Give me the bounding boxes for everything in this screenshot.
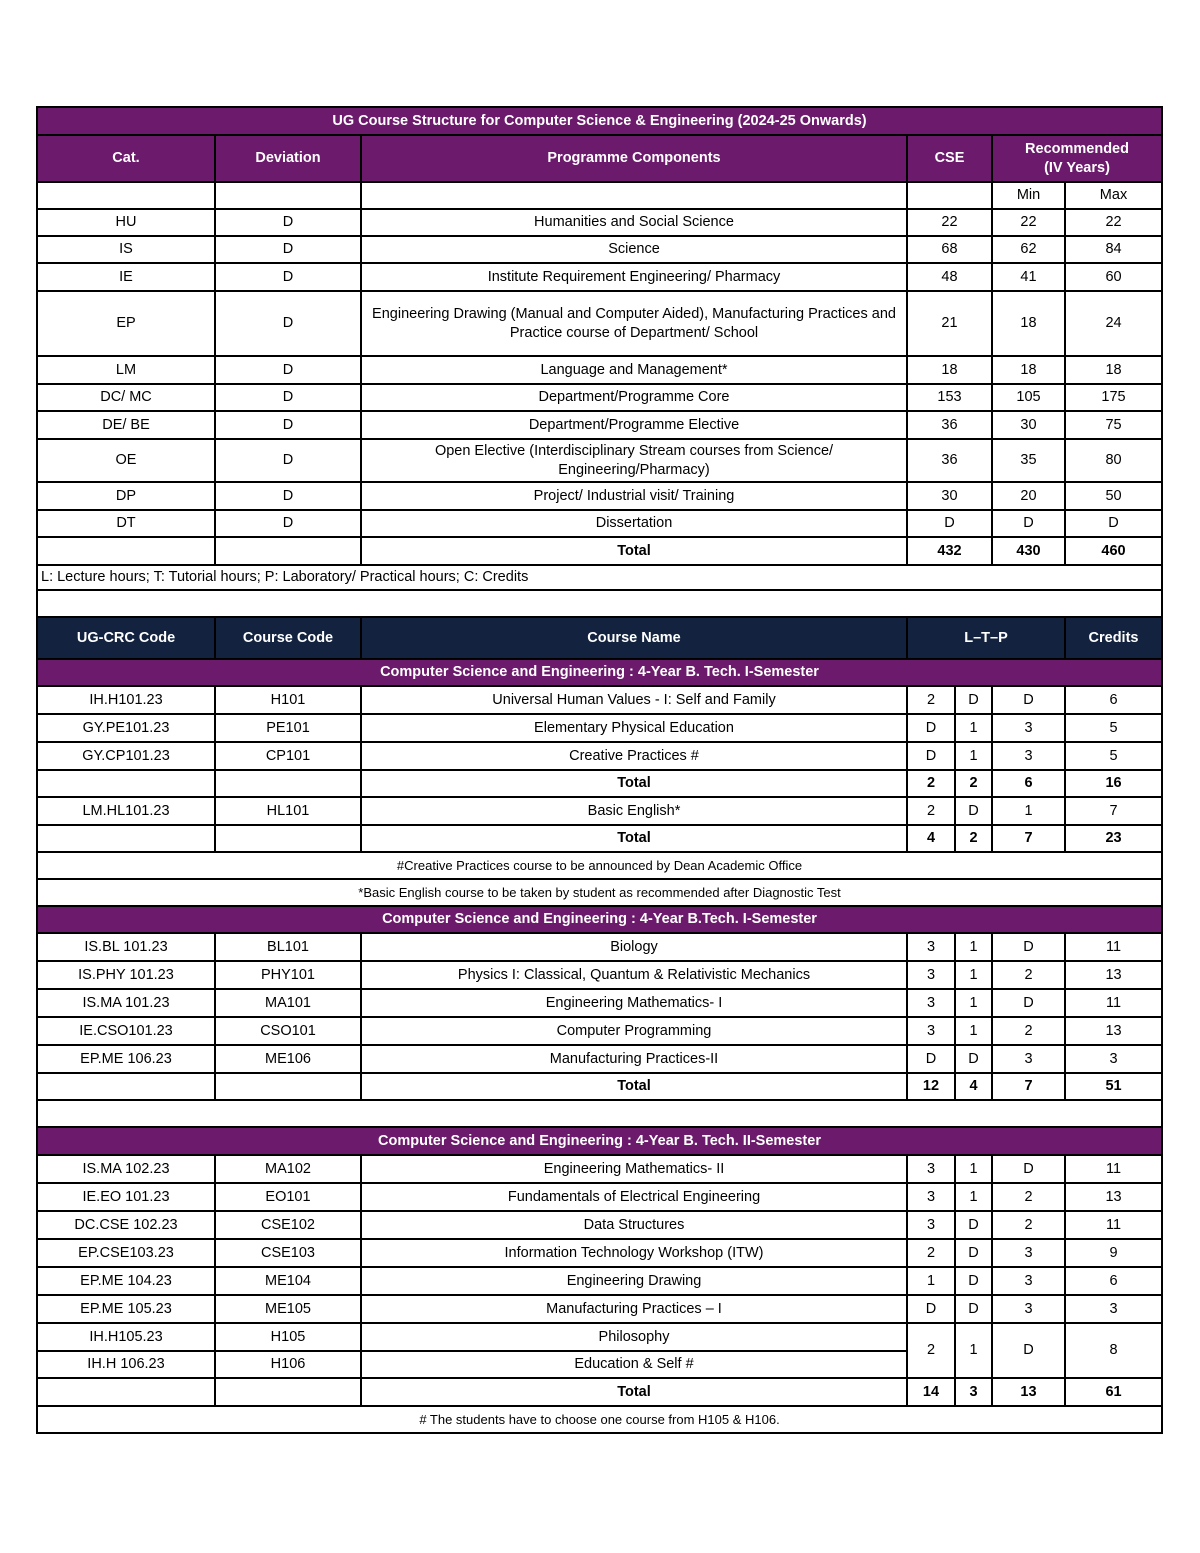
l-cell: D [907, 742, 955, 770]
p-cell: 3 [992, 742, 1065, 770]
max-cell: 24 [1065, 291, 1162, 356]
min-cell: 18 [992, 291, 1065, 356]
p-cell: 2 [992, 1017, 1065, 1045]
blank-cell [37, 1100, 1162, 1127]
note-row [37, 879, 1162, 906]
credits-cell: 7 [1065, 797, 1162, 825]
p-cell: 3 [992, 1295, 1065, 1323]
table-row [37, 1323, 1162, 1351]
t-cell: D [955, 1211, 992, 1239]
crc-code-cell: IS.PHY 101.23 [37, 961, 215, 989]
course-code-cell: CSE103 [215, 1239, 361, 1267]
course-code-cell: BL101 [215, 933, 361, 961]
t-cell: D [955, 797, 992, 825]
t-cell: 1 [955, 1155, 992, 1183]
table-row [37, 714, 1162, 742]
course-structure-document [36, 106, 1161, 1434]
table-row [37, 1267, 1162, 1295]
crc-code-cell: IS.MA 102.23 [37, 1155, 215, 1183]
category-cell: LM [37, 356, 215, 384]
total-credits: 16 [1065, 770, 1162, 797]
blank-cell [37, 537, 215, 565]
crc-code-cell: IE.CSO101.23 [37, 1017, 215, 1045]
crc-code-cell: IS.MA 101.23 [37, 989, 215, 1017]
category-cell: DP [37, 482, 215, 510]
note-text: #Creative Practices course to be announced by Dean Academic Office [37, 852, 1162, 879]
t-cell: 1 [955, 714, 992, 742]
deviation-cell: D [215, 209, 361, 236]
semester-title: Computer Science and Engineering : 4-Year B. Tech. II-Semester [37, 1127, 1162, 1155]
max-cell: 175 [1065, 384, 1162, 411]
course-name-cell: Physics I: Classical, Quantum & Relativistic Mechanics [361, 961, 907, 989]
l-cell: 3 [907, 1017, 955, 1045]
crc-code-cell: EP.CSE103.23 [37, 1239, 215, 1267]
t-cell: D [955, 1267, 992, 1295]
table-row [37, 411, 1162, 439]
semester-title: Computer Science and Engineering : 4-Year B.Tech. I-Semester [37, 906, 1162, 933]
t-cell: D [955, 1295, 992, 1323]
l-cell: 1 [907, 1267, 955, 1295]
t-cell: 1 [955, 1183, 992, 1211]
credits-cell: 9 [1065, 1239, 1162, 1267]
cse-cell: 36 [907, 439, 992, 482]
spacer-row [37, 590, 1162, 617]
t-cell: D [955, 1045, 992, 1073]
deviation-cell: D [215, 291, 361, 356]
l-cell: 3 [907, 989, 955, 1017]
table-row [37, 356, 1162, 384]
p-cell: 2 [992, 1183, 1065, 1211]
blank-cell [37, 182, 215, 209]
table-row [37, 1045, 1162, 1073]
component-cell: Engineering Drawing (Manual and Computer Aided), Manufacturing Practices and Practice course of Department/ School [361, 291, 907, 356]
l-cell: 3 [907, 961, 955, 989]
max-cell: 80 [1065, 439, 1162, 482]
category-cell: IS [37, 236, 215, 263]
total-p: 6 [992, 770, 1065, 797]
credits-cell: 11 [1065, 1211, 1162, 1239]
deviation-cell: D [215, 356, 361, 384]
table-row [37, 686, 1162, 714]
category-cell: OE [37, 439, 215, 482]
t-cell: D [955, 1239, 992, 1267]
total-label: Total [361, 770, 907, 797]
max-cell: 50 [1065, 482, 1162, 510]
total-label: Total [361, 1378, 907, 1406]
course-code-cell: ME105 [215, 1295, 361, 1323]
deviation-cell: D [215, 236, 361, 263]
max-cell: 75 [1065, 411, 1162, 439]
total-t: 2 [955, 825, 992, 852]
deviation-cell: D [215, 510, 361, 537]
p-cell: 1 [992, 797, 1065, 825]
t-cell: D [955, 686, 992, 714]
max-cell: 22 [1065, 209, 1162, 236]
course-name-cell: Elementary Physical Education [361, 714, 907, 742]
l-cell: 3 [907, 933, 955, 961]
min-cell: 30 [992, 411, 1065, 439]
min-cell: 22 [992, 209, 1065, 236]
header-deviation: Deviation [215, 135, 361, 182]
cse-cell: 153 [907, 384, 992, 411]
blank-cell [215, 770, 361, 797]
blank-cell [215, 825, 361, 852]
l-cell: 2 [907, 797, 955, 825]
total-label: Total [361, 825, 907, 852]
legend-row [37, 565, 1162, 590]
max-cell: 18 [1065, 356, 1162, 384]
crc-code-cell: EP.ME 105.23 [37, 1295, 215, 1323]
table-row [37, 1155, 1162, 1183]
credits-cell: 6 [1065, 1267, 1162, 1295]
course-code-cell: MA101 [215, 989, 361, 1017]
table-row [37, 263, 1162, 291]
table-row [37, 384, 1162, 411]
note-row [37, 1406, 1162, 1433]
total-l: 2 [907, 770, 955, 797]
deviation-cell: D [215, 384, 361, 411]
cse-cell: 36 [907, 411, 992, 439]
l-cell: 3 [907, 1211, 955, 1239]
l-cell: D [907, 1045, 955, 1073]
credits-cell: 13 [1065, 1183, 1162, 1211]
l-cell: D [907, 1295, 955, 1323]
blank-cell [215, 1378, 361, 1406]
total-cse: 432 [907, 537, 992, 565]
min-cell: 62 [992, 236, 1065, 263]
deviation-cell: D [215, 411, 361, 439]
total-row [37, 1378, 1162, 1406]
course-header-row [37, 617, 1162, 659]
header-recommended [992, 135, 1162, 182]
crc-code-cell: EP.ME 104.23 [37, 1267, 215, 1295]
course-code-cell: H106 [215, 1351, 361, 1378]
header-ltp: L–T–P [907, 617, 1065, 659]
p-cell: 3 [992, 1045, 1065, 1073]
table-row [37, 482, 1162, 510]
component-cell: Project/ Industrial visit/ Training [361, 482, 907, 510]
header-cat: Cat. [37, 135, 215, 182]
crc-code-cell: IH.H105.23 [37, 1323, 215, 1351]
header-cse: CSE [907, 135, 992, 182]
crc-code-cell: EP.ME 106.23 [37, 1045, 215, 1073]
l-cell: D [907, 714, 955, 742]
table-row [37, 797, 1162, 825]
cse-cell: D [907, 510, 992, 537]
course-code-cell: ME104 [215, 1267, 361, 1295]
total-label: Total [361, 537, 907, 565]
t-cell: 1 [955, 1017, 992, 1045]
credits-cell: 11 [1065, 933, 1162, 961]
l-cell: 2 [907, 1239, 955, 1267]
min-cell: 41 [992, 263, 1065, 291]
category-cell: DT [37, 510, 215, 537]
category-cell: DE/ BE [37, 411, 215, 439]
component-cell: Humanities and Social Science [361, 209, 907, 236]
total-row [37, 770, 1162, 797]
blank-cell [361, 182, 907, 209]
course-name-cell: Biology [361, 933, 907, 961]
credits-cell: 5 [1065, 742, 1162, 770]
table-row [37, 961, 1162, 989]
table-row [37, 510, 1162, 537]
table-row [37, 1239, 1162, 1267]
p-cell: 3 [992, 714, 1065, 742]
total-row [37, 1073, 1162, 1100]
component-cell: Department/Programme Core [361, 384, 907, 411]
max-cell: 84 [1065, 236, 1162, 263]
blank-cell [37, 1073, 215, 1100]
l-cell: 3 [907, 1155, 955, 1183]
table-row [37, 1211, 1162, 1239]
table-row [37, 1017, 1162, 1045]
table-row [37, 933, 1162, 961]
component-cell: Department/Programme Elective [361, 411, 907, 439]
l-cell: 3 [907, 1183, 955, 1211]
crc-code-cell: IS.BL 101.23 [37, 933, 215, 961]
credits-cell: 13 [1065, 961, 1162, 989]
blank-cell [907, 182, 992, 209]
course-code-cell: CSE102 [215, 1211, 361, 1239]
blank-cell [37, 825, 215, 852]
p-cell: D [992, 1323, 1065, 1378]
semester-title-row [37, 906, 1162, 933]
crc-code-cell: IH.H101.23 [37, 686, 215, 714]
course-code-cell: EO101 [215, 1183, 361, 1211]
p-cell: 3 [992, 1267, 1065, 1295]
min-cell: 35 [992, 439, 1065, 482]
p-cell: D [992, 1155, 1065, 1183]
course-name-cell: Engineering Drawing [361, 1267, 907, 1295]
total-p: 7 [992, 1073, 1065, 1100]
component-cell: Open Elective (Interdisciplinary Stream courses from Science/ Engineering/Pharmacy) [361, 439, 907, 482]
course-name-cell: Manufacturing Practices-II [361, 1045, 907, 1073]
deviation-cell: D [215, 439, 361, 482]
table-row [37, 742, 1162, 770]
semester-title-row [37, 659, 1162, 686]
header-components: Programme Components [361, 135, 907, 182]
course-code-cell: HL101 [215, 797, 361, 825]
credits-cell: 3 [1065, 1045, 1162, 1073]
legend-text: L: Lecture hours; T: Tutorial hours; P: Laboratory/ Practical hours; C: Credits [37, 565, 1162, 590]
blank-cell [37, 770, 215, 797]
credits-cell: 13 [1065, 1017, 1162, 1045]
table-row [37, 989, 1162, 1017]
table-row [37, 1295, 1162, 1323]
blank-cell [37, 590, 1162, 617]
semester-title-row [37, 1127, 1162, 1155]
total-credits: 23 [1065, 825, 1162, 852]
total-max: 460 [1065, 537, 1162, 565]
header-recommended-sub: (IV Years) [1044, 159, 1110, 176]
l-cell: 2 [907, 686, 955, 714]
total-row [37, 537, 1162, 565]
category-cell: HU [37, 209, 215, 236]
course-name-cell: Engineering Mathematics- II [361, 1155, 907, 1183]
total-credits: 61 [1065, 1378, 1162, 1406]
crc-code-cell: IH.H 106.23 [37, 1351, 215, 1378]
total-l: 14 [907, 1378, 955, 1406]
crc-code-cell: IE.EO 101.23 [37, 1183, 215, 1211]
note-row [37, 852, 1162, 879]
header-course-code: Course Code [215, 617, 361, 659]
course-name-cell: Manufacturing Practices – I [361, 1295, 907, 1323]
course-name-cell: Information Technology Workshop (ITW) [361, 1239, 907, 1267]
course-structure-table [36, 106, 1163, 1434]
min-cell: 18 [992, 356, 1065, 384]
table-row [37, 291, 1162, 356]
course-name-cell: Basic English* [361, 797, 907, 825]
blank-cell [215, 1073, 361, 1100]
course-name-cell: Engineering Mathematics- I [361, 989, 907, 1017]
t-cell: 1 [955, 961, 992, 989]
blank-cell [37, 1378, 215, 1406]
course-name-cell: Education & Self # [361, 1351, 907, 1378]
course-code-cell: H105 [215, 1323, 361, 1351]
total-p: 7 [992, 825, 1065, 852]
table-title: UG Course Structure for Computer Science & Engineering (2024-25 Onwards) [37, 107, 1162, 135]
category-cell: DC/ MC [37, 384, 215, 411]
p-cell: D [992, 989, 1065, 1017]
course-name-cell: Philosophy [361, 1323, 907, 1351]
total-min: 430 [992, 537, 1065, 565]
crc-code-cell: GY.CP101.23 [37, 742, 215, 770]
deviation-cell: D [215, 482, 361, 510]
total-l: 4 [907, 825, 955, 852]
crc-code-cell: GY.PE101.23 [37, 714, 215, 742]
component-cell: Institute Requirement Engineering/ Pharmacy [361, 263, 907, 291]
max-cell: D [1065, 510, 1162, 537]
total-l: 12 [907, 1073, 955, 1100]
table-row [37, 209, 1162, 236]
total-row [37, 825, 1162, 852]
p-cell: 3 [992, 1239, 1065, 1267]
course-code-cell: CSO101 [215, 1017, 361, 1045]
total-t: 4 [955, 1073, 992, 1100]
course-code-cell: PE101 [215, 714, 361, 742]
max-cell: 60 [1065, 263, 1162, 291]
component-cell: Dissertation [361, 510, 907, 537]
cse-cell: 22 [907, 209, 992, 236]
p-cell: D [992, 686, 1065, 714]
crc-code-cell: LM.HL101.23 [37, 797, 215, 825]
course-code-cell: H101 [215, 686, 361, 714]
total-label: Total [361, 1073, 907, 1100]
crc-code-cell: DC.CSE 102.23 [37, 1211, 215, 1239]
header-recommended-label: Recommended [1025, 140, 1129, 157]
header-credits: Credits [1065, 617, 1162, 659]
total-p: 13 [992, 1378, 1065, 1406]
credits-cell: 3 [1065, 1295, 1162, 1323]
l-cell: 2 [907, 1323, 955, 1378]
header-min: Min [992, 182, 1065, 209]
t-cell: 1 [955, 933, 992, 961]
total-t: 3 [955, 1378, 992, 1406]
deviation-cell: D [215, 263, 361, 291]
t-cell: 1 [955, 742, 992, 770]
category-cell: IE [37, 263, 215, 291]
credits-cell: 11 [1065, 1155, 1162, 1183]
credits-cell: 6 [1065, 686, 1162, 714]
t-cell: 1 [955, 989, 992, 1017]
credits-cell: 11 [1065, 989, 1162, 1017]
t-cell: 1 [955, 1323, 992, 1378]
cse-cell: 21 [907, 291, 992, 356]
category-cell: EP [37, 291, 215, 356]
course-name-cell: Data Structures [361, 1211, 907, 1239]
cse-cell: 30 [907, 482, 992, 510]
note-text: *Basic English course to be taken by student as recommended after Diagnostic Test [37, 879, 1162, 906]
table-row [37, 1183, 1162, 1211]
table-row [37, 236, 1162, 263]
component-cell: Language and Management* [361, 356, 907, 384]
course-code-cell: ME106 [215, 1045, 361, 1073]
blank-cell [215, 537, 361, 565]
cse-cell: 48 [907, 263, 992, 291]
header-max: Max [1065, 182, 1162, 209]
min-cell: 20 [992, 482, 1065, 510]
course-code-cell: MA102 [215, 1155, 361, 1183]
total-credits: 51 [1065, 1073, 1162, 1100]
min-cell: 105 [992, 384, 1065, 411]
course-code-cell: PHY101 [215, 961, 361, 989]
spacer-row [37, 1100, 1162, 1127]
note-text: # The students have to choose one course from H105 & H106. [37, 1406, 1162, 1433]
course-name-cell: Creative Practices # [361, 742, 907, 770]
header-crc-code: UG-CRC Code [37, 617, 215, 659]
p-cell: 2 [992, 961, 1065, 989]
table-row [37, 439, 1162, 482]
header-course-name: Course Name [361, 617, 907, 659]
semester-title: Computer Science and Engineering : 4-Year B. Tech. I-Semester [37, 659, 1162, 686]
total-t: 2 [955, 770, 992, 797]
p-cell: 2 [992, 1211, 1065, 1239]
blank-cell [215, 182, 361, 209]
course-name-cell: Fundamentals of Electrical Engineering [361, 1183, 907, 1211]
course-code-cell: CP101 [215, 742, 361, 770]
p-cell: D [992, 933, 1065, 961]
course-name-cell: Computer Programming [361, 1017, 907, 1045]
cse-cell: 18 [907, 356, 992, 384]
credits-cell: 8 [1065, 1323, 1162, 1378]
course-name-cell: Universal Human Values - I: Self and Family [361, 686, 907, 714]
min-cell: D [992, 510, 1065, 537]
component-cell: Science [361, 236, 907, 263]
cse-cell: 68 [907, 236, 992, 263]
credits-cell: 5 [1065, 714, 1162, 742]
